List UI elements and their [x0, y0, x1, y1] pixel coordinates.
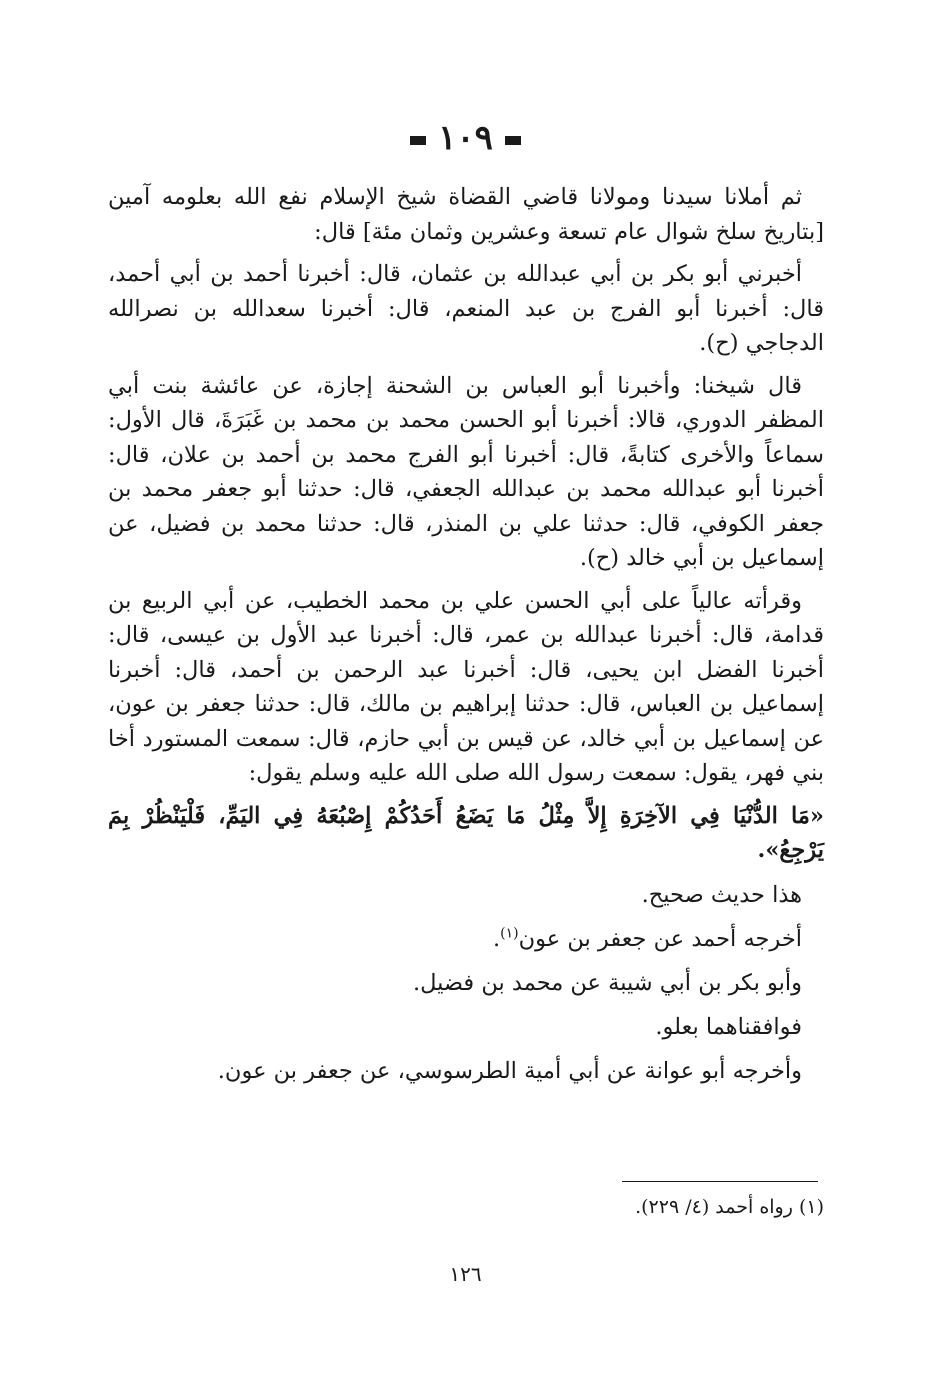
header-dash-right: [505, 136, 521, 145]
grading-line: هذا حديث صحيح.: [641, 881, 802, 908]
takhrij-line-3: فوافقناهما بعلو.: [655, 1013, 802, 1040]
takhrij-line-1-text: أخرجه أحمد عن جعفر بن عون: [518, 925, 802, 952]
footnote-ref[interactable]: (١): [500, 925, 519, 941]
isnad-paragraph-2: قال شيخنا: وأخبرنا أبو العباس بن الشحنة إجازة، عن عائشة بنت أبي المظفر الدوري، قالا: أخبرنا أبو الحسن محمد بن محمد بن غَبَرَةَ، قال الأول: سماعاً والأخرى كتابةً، قال: أخبرنا أبو الفرج محمد بن أحمد بن علان، قال: أخبرنا أبو عبدالله محمد بن عبدالله الجعفي، قال: حدثنا أبو جعفر محمد بن جعفر الكوفي، قال: حدثنا علي بن المنذر، قال: حدثنا محمد بن فضيل، عن إسماعيل بن أبي خالد (ح).: [108, 372, 824, 571]
footnote-divider: [622, 1181, 818, 1182]
hadith-number: ١٠٩: [438, 118, 493, 158]
page-number: ١٢٦: [449, 1262, 482, 1286]
takhrij-line-4: وأخرجه أبو عوانة عن أبي أمية الطرسوسي، عن جعفر بن عون.: [217, 1057, 802, 1084]
takhrij-line-1: [108, 920, 824, 958]
footnote: (١) رواه أحمد (٤/ ٢٢٩).: [635, 1196, 824, 1218]
takhrij-line-2: وأبو بكر بن أبي شيبة عن محمد بن فضيل.: [412, 969, 802, 996]
main-text: [108, 180, 824, 1096]
isnad-paragraph-1: أخبرني أبو بكر بن أبي عبدالله بن عثمان، قال: أخبرنا أحمد بن أبي أحمد، قال: أخبرنا أبو الفرج بن عبد المنعم، قال: أخبرنا سعدالله بن نصرالله الدجاجي (ح).: [108, 261, 824, 356]
hadith-text: «مَا الدُّنْيَا فِي الآخِرَةِ إِلاَّ مِثْلُ مَا يَضَعُ أَحَدُكُمْ إِصْبُعَهُ فِي اليَمِّ، فَلْيَنْظُرْ بِمَ يَرْجِعُ».: [108, 802, 824, 863]
header-dash-left: [410, 136, 426, 145]
takhrij-line-1-end: .: [493, 925, 501, 952]
hadith-number-header: [0, 118, 931, 158]
isnad-paragraph-3: وقرأته عالياً على أبي الحسن علي بن محمد الخطيب، عن أبي الربيع بن قدامة، قال: أخبرنا عبدالله بن عمر، قال: أخبرنا عبد الأول بن عيسى، قال: أخبرنا الفضل ابن يحيى، قال: أخبرنا عبد الرحمن بن أحمد، قال: أخبرنا إسماعيل بن العباس، قال: حدثنا إبراهيم بن مالك، قال: حدثنا جعفر بن عون، عن إسماعيل بن أبي خالد، عن قيس بن أبي حازم، قال: سمعت المستورد أخا بني فهر، يقول: سمعت رسول الله صلى الله عليه وسلم يقول:: [108, 587, 824, 786]
intro-paragraph: ثم أملانا سيدنا ومولانا قاضي القضاة شيخ الإسلام نفع الله بعلومه آمين [بتاريخ سلخ شوال عام تسعة وعشرين وثمان مئة] قال:: [108, 184, 824, 245]
